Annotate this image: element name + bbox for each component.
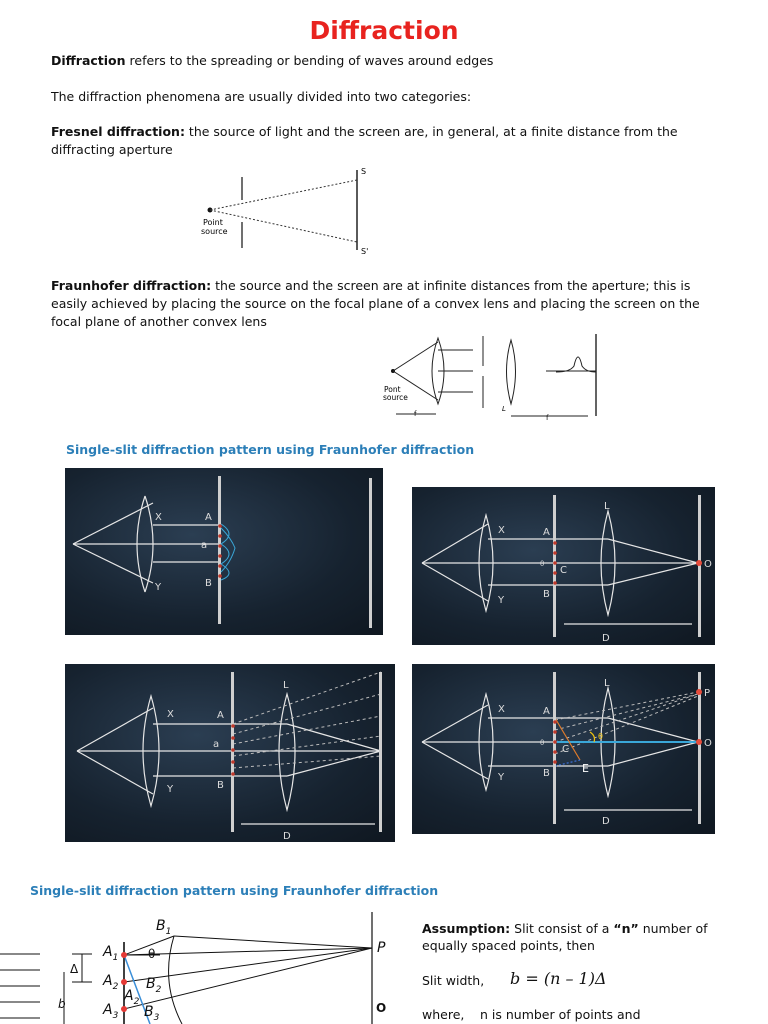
assumption-term: Assumption: (422, 921, 511, 936)
p3-x-label: X (167, 709, 174, 720)
p4-in-top (422, 705, 488, 742)
p3-dashed-rays (233, 672, 381, 768)
fresnel-paragraph (51, 123, 721, 159)
fraunhofer-paragraph (51, 277, 721, 331)
p4-slit-plate (553, 672, 556, 824)
p4-point-o (696, 739, 702, 745)
intensity-curve (556, 357, 596, 372)
s-label: S (361, 167, 367, 176)
pont-source-label: source (383, 393, 408, 402)
fresnel-term: Fresnel diffraction: (51, 124, 185, 139)
p4-point-p (696, 689, 702, 695)
a2-label: $A_2$ (103, 973, 119, 992)
p1-a-label: a (201, 540, 208, 551)
pont-label: Pont (384, 385, 401, 394)
o-label: O (376, 1001, 387, 1015)
ray-top (210, 180, 357, 210)
p2-screen (698, 495, 701, 637)
lens-2 (507, 340, 516, 404)
categories-paragraph: The diffraction phenomena are usually divided into two categories: (51, 89, 472, 104)
p2-dot-5 (553, 581, 557, 585)
p2-l-label: L (604, 501, 610, 512)
p2-conv-1 (608, 539, 698, 563)
point-a2 (121, 979, 127, 985)
p4-conv-1 (608, 718, 698, 742)
intro-paragraph (51, 52, 721, 70)
l-label: L (502, 405, 506, 413)
ray-a3-p (124, 948, 372, 1009)
where-label: where, (422, 1007, 465, 1022)
point-a3 (121, 1006, 127, 1012)
p2-dot-1 (553, 541, 557, 545)
p4-in-bot (422, 742, 488, 779)
b2-label: $B_2$ (146, 976, 162, 995)
p3-lens-2 (279, 694, 295, 810)
assumption-paragraph (422, 920, 732, 954)
p4-y-label: Y (498, 772, 505, 783)
p2-c-label: C (560, 565, 567, 576)
p3-in-top (77, 708, 153, 751)
p4-dot-1 (553, 720, 557, 724)
panel-4 (412, 664, 715, 834)
p4-conv-2 (608, 742, 698, 766)
b-label: b (58, 997, 66, 1011)
p1-wavelets (221, 524, 235, 580)
p4-b-label: B (543, 768, 550, 779)
p4-d-label: D (602, 816, 610, 827)
ray-a2-p (124, 948, 372, 982)
p4-theta-small-label: θ (540, 739, 545, 747)
p4-theta-arc (590, 732, 595, 742)
p1-b-label: B (205, 578, 212, 589)
p2-theta-label: θ (540, 560, 545, 568)
p1-dot-6 (218, 574, 222, 578)
p1-dot-2 (218, 534, 222, 538)
p3-slit-plate (231, 672, 234, 832)
p2-point-o (696, 560, 702, 566)
p3-conv-2 (287, 751, 381, 776)
p1-dot-5 (218, 564, 222, 568)
p3-a-label: a (213, 739, 220, 750)
p2-dot-3 (553, 561, 557, 565)
p3-d-label: D (283, 831, 291, 842)
assumption-text-a: Slit consist of a (510, 921, 614, 936)
p3-dot-2 (231, 736, 235, 740)
p4-e-label: E (582, 762, 589, 775)
p3-y-label: Y (167, 784, 174, 795)
p2-in-bot (422, 563, 488, 601)
p4-dot-5 (553, 760, 557, 764)
cone-top (393, 342, 438, 371)
p1-dot-1 (218, 524, 222, 528)
fresnel-figure (195, 162, 385, 262)
fraunhofer-term: Fraunhofer diffraction: (51, 278, 212, 293)
section2-heading: Single-slit diffraction pattern using Fraunhofer diffraction (30, 883, 439, 898)
point-a1 (121, 952, 127, 958)
p2-dot-2 (553, 551, 557, 555)
p4-c-label: C (562, 744, 569, 755)
fraunhofer-text: the source and the screen are at infinite distances from the aperture; this is easily achieved by placing the source on the focal plane of a convex lens and placing the screen on the focal plane of another convex lens (51, 278, 700, 329)
assumption-n: “n” (613, 921, 639, 936)
a3-label: $A_3$ (103, 1002, 119, 1021)
p1-a-top-label: A (205, 512, 212, 523)
p3-in-bot (77, 751, 153, 794)
p2-x-label: X (498, 525, 505, 536)
p4-theta-label: θ (598, 732, 603, 741)
a1-label: $A_1$ (103, 944, 119, 963)
p4-dot-2 (553, 730, 557, 734)
p4-dot-4 (553, 750, 557, 754)
p2-dot-4 (553, 571, 557, 575)
panel-3 (65, 664, 395, 842)
b3-label: $B_3$ (144, 1004, 160, 1023)
p4-a-top-label: A (543, 706, 550, 717)
p3-dot-4 (231, 760, 235, 764)
p2-a-top-label: A (543, 527, 550, 538)
p2-d-label: D (602, 633, 610, 644)
p3-dot-3 (231, 748, 235, 752)
ray-b1-p (174, 936, 372, 948)
p4-o-label: O (704, 738, 712, 749)
p4-x-label: X (498, 704, 505, 715)
page-title: Diffraction (309, 16, 459, 45)
p3-l-label: L (283, 680, 289, 691)
p4-dot-3 (553, 740, 557, 744)
theta-label: θ (148, 947, 156, 961)
p3-dot-1 (231, 724, 235, 728)
where-text: n is number of points and (480, 1007, 641, 1022)
p3-dot-5 (231, 772, 235, 776)
p1-slit-plate (218, 476, 221, 624)
assumption-text-b: number of equally spaced points, then (422, 921, 708, 953)
p1-y-label: Y (155, 582, 162, 593)
p2-o-label: O (704, 559, 712, 570)
fraunhofer-figure (378, 328, 608, 423)
p-label: P (377, 940, 386, 956)
p4-l-label: L (604, 678, 610, 689)
fresnel-text: the source of light and the screen are, in general, at a finite distance from the diffracting aperture (51, 124, 678, 157)
f1-label: f (414, 410, 417, 418)
p2-b-label: B (543, 589, 550, 600)
p3-b-label: B (217, 780, 224, 791)
intro-text: refers to the spreading or bending of waves around edges (125, 53, 494, 68)
p2-y-label: Y (498, 595, 505, 606)
slit-width-formula: b = (n – 1)Δ (510, 969, 607, 988)
p2-conv-2 (608, 563, 698, 585)
p4-p-label: P (704, 688, 711, 699)
b1-label: $B_1$ (156, 918, 172, 937)
s-prime-label: S' (361, 247, 369, 256)
section1-heading: Single-slit diffraction pattern using Fraunhofer diffraction (66, 442, 475, 457)
slit-width-label: Slit width, (422, 973, 485, 988)
p1-dot-3 (218, 544, 222, 548)
p1-screen (369, 478, 372, 628)
arc-wavefront (169, 936, 182, 1024)
ray-a1-p (124, 948, 372, 955)
bottom-figure (0, 912, 400, 1024)
p1-x-label: X (155, 512, 162, 523)
p3-screen (379, 672, 382, 832)
delta-label: Δ (70, 962, 79, 976)
ray-bottom (210, 210, 357, 242)
fresnel-source-label: source (201, 227, 228, 236)
f2-label: f (546, 414, 549, 422)
p3-a-top-label: A (217, 710, 224, 721)
p4-path-difference (555, 760, 580, 766)
fresnel-point-label: Point (203, 218, 223, 227)
p2-slit-plate (553, 495, 556, 637)
a2b-label: $A_2$ (124, 988, 140, 1007)
p1-dot-4 (218, 554, 222, 558)
p2-in-top (422, 524, 488, 563)
panel-1 (65, 468, 383, 635)
intro-term: Diffraction (51, 53, 126, 68)
panel-2 (412, 487, 715, 645)
